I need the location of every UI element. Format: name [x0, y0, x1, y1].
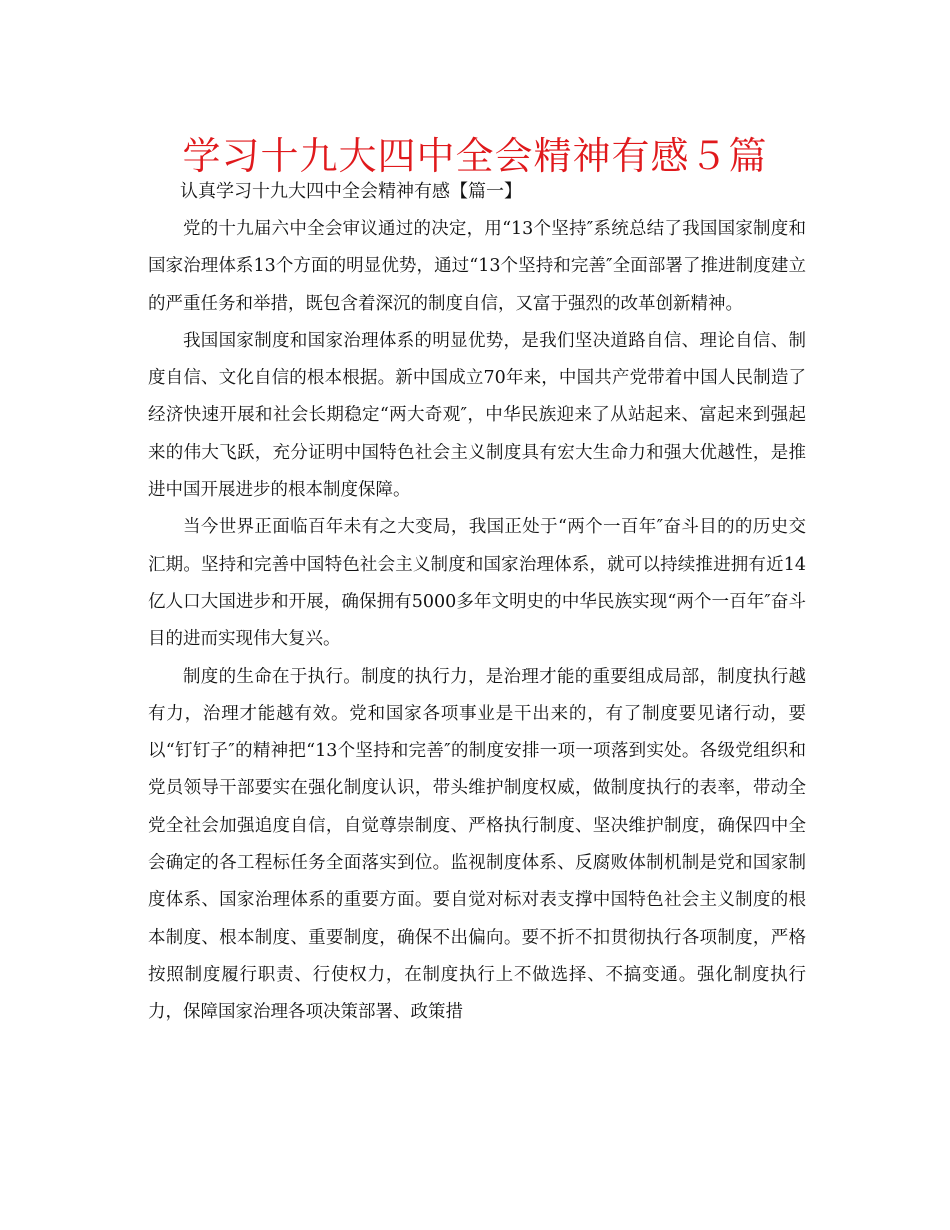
document-title: 学习十九大四中全会精神有感５篇 [182, 134, 768, 178]
paragraph-1: 党的十九届六中全会审议通过的决定，用“13个坚持″系统总结了我国国家制度和国家治理体系13个方面的明显优势，通过“13个坚持和完善″全面部署了推进制度建立的严重任务和举措，既包含着深沉的制度自信，又富于强烈的改革创新精神。 [148, 219, 806, 314]
section-heading: 认真学习十九大四中全会精神有感【篇一】 [180, 181, 522, 202]
paragraph-4: 制度的生命在于执行。制度的执行力，是治理才能的重要组成局部，制度执行越有力，治理才能越有效。党和国家各项事业是干出来的，有了制度要见诸行动，要以“钉钉子″的精神把“13个坚持和完善″的制度安排一项一项落到实处。各级党组织和党员领导干部要实在强化制度认识，带头维护制度权威，做制度执行的表率，带动全党全社会加强追度自信，自觉尊崇制度、严格执行制度、坚决维护制度，确保四中全会确定的各工程标任务全面落实到位。监视制度体系、反腐败体制机制是党和国家制度体系、国家治理体系的重要方面。要自觉对标对表支撑中国特色社会主义制度的根本制度、根本制度、重要制度，确保不出偏向。要不折不扣贯彻执行各项制度，严格按照制度履行职责、行使权力，在制度执行上不做选择、不搞变通。强化制度执行力，保障国家治理各项决策部署、政策措 [148, 666, 806, 1023]
paragraph-3: 当今世界正面临百年未有之大变局，我国正处于“两个一百年″奋斗目的的历史交汇期。坚持和完善中国特色社会主义制度和国家治理体系，就可以持续推进拥有近14亿人口大国进步和开展，确保拥有5000多年文明史的中华民族实现“两个一百年″奋斗目的进而实现伟大复兴。 [148, 517, 806, 650]
document-body [148, 211, 806, 1032]
paragraph-2: 我国国家制度和国家治理体系的明显优势，是我们坚决道路自信、理论自信、制度自信、文化自信的根本根据。新中国成立70年来，中国共产党带着中国人民制造了经济快速开展和社会长期稳定“两大奇观″，中华民族迎来了从站起来、富起来到强起来的伟大飞跃，充分证明中国特色社会主义制度具有宏大生命力和强大优越性，是推进中国开展进步的根本制度保障。 [148, 330, 806, 501]
